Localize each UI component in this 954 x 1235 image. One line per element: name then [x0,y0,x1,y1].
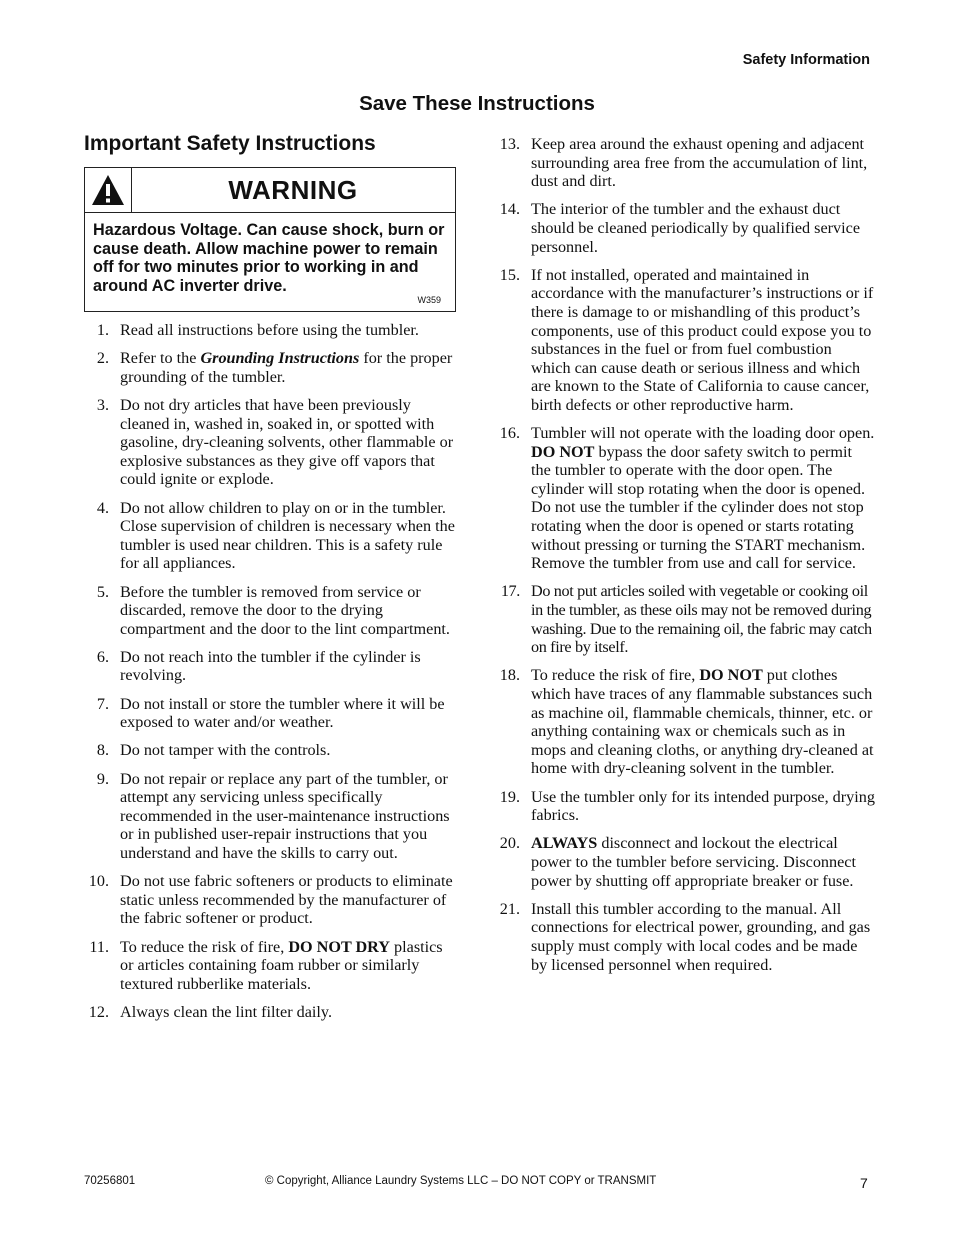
instruction-list-right [495,135,875,984]
instruction-text-part: bypass the door safety switch to permit the tumbler to operate with the door open. The cylinder will stop rotating when the door is opened. Do not use the tumbler if the cylinder does not stop rotating when the door is opened or starts rotating without pressing or turning the START mechanism. Remove the tumbler from use and call for service. [531,442,866,573]
instruction-number: 20. [499,834,520,853]
instruction-number: 9. [96,769,109,788]
instruction-item [495,135,875,191]
instruction-text: If not installed, operated and maintained in accordance with the manufacturer’s instructions or if there is damage to or mishandling of this product’s components, use of this product could expose you to substances in the fuel or from fuel combustion which can cause death or serious illness and which are known to the State of California to cause cancer, birth defects or other reproductive harm. [531,265,874,414]
instruction-item [495,834,875,890]
bold-emphasis: ALWAYS [531,834,598,853]
instruction-number: 7. [96,694,109,713]
instruction-number: 14. [499,200,520,219]
instruction-text [531,666,874,777]
warning-code: W359 [417,295,441,305]
instruction-item [84,938,460,994]
safety-instructions-heading: Important Safety Instructions [84,132,376,155]
instruction-item [495,582,875,656]
instruction-text: Do not reach into the tumbler if the cylinder is revolving. [120,647,421,685]
instruction-number: 16. [499,424,520,443]
instruction-text: Do not use fabric softeners or products to eliminate static unless recommended by the manufacturer of the fabric softener or product. [120,872,453,928]
instruction-list-left [84,321,460,1031]
instruction-number: 10. [88,872,109,891]
bold-emphasis: DO NOT [699,666,763,685]
instruction-item [84,396,460,489]
instruction-item [84,648,460,685]
instruction-item [84,770,460,863]
instruction-number: 1. [96,321,109,339]
instruction-text: Read all instructions before using the tumbler. [120,321,419,339]
warning-message: Hazardous Voltage. Can cause shock, burn or cause death. Allow machine power to remain off for two minutes prior to working in and around AC inverter drive. [93,221,445,295]
instruction-text-part: Refer to the [120,349,201,368]
instruction-number: 13. [499,135,520,153]
instruction-text-part: To reduce the risk of fire, [120,937,289,956]
instruction-item [495,666,875,778]
warning-triangle-icon [91,174,125,206]
instruction-text: Before the tumbler is removed from service or discarded, remove the door to the drying compartment and the door to the lint compartment. [120,582,450,638]
instruction-text-part: Tumbler will not operate with the loading door open. [531,424,875,443]
instruction-number: 15. [499,265,520,284]
instruction-text-part: To reduce the risk of fire, [531,666,700,685]
instruction-item [84,349,460,386]
copyright-notice: © Copyright, Alliance Laundry Systems LLC – DO NOT COPY or TRANSMIT [265,1175,657,1187]
page-number: 7 [860,1175,868,1191]
document-number: 70256801 [84,1175,136,1187]
instruction-number: 18. [499,666,520,685]
instruction-item [84,872,460,928]
instruction-item [495,266,875,415]
instruction-item [495,424,875,573]
instruction-text: Do not install or store the tumbler where it will be exposed to water and/or weather. [120,694,445,732]
instruction-number: 21. [499,899,520,918]
warning-title: WARNING [228,175,358,205]
instruction-item [84,695,460,732]
instruction-text-part: plastics or articles containing foam rubber or similarly textured rubberlike materials. [120,937,443,993]
instruction-item [84,321,460,340]
instruction-number: 8. [96,741,109,760]
warning-header [85,168,455,213]
instruction-number: 11. [89,937,109,956]
instruction-item [84,583,460,639]
instruction-number: 12. [88,1002,109,1021]
instruction-text: Use the tumbler only for its intended purpose, drying fabrics. [531,787,875,825]
instruction-number: 6. [96,647,109,666]
instruction-item [84,499,460,573]
bold-emphasis: DO NOT DRY [288,937,390,956]
instruction-item [495,200,875,256]
instruction-text: Do not allow children to play on or in the tumbler. Close supervision of children is necessary when the tumbler is used near children. This is a safety rule for all appliances. [120,498,455,573]
instruction-text: Keep area around the exhaust opening and adjacent surrounding area free from the accumulation of lint, dust and dirt. [531,135,868,191]
instruction-number: 5. [96,582,109,601]
instruction-item [495,788,875,825]
instruction-text: The interior of the tumbler and the exhaust duct should be cleaned periodically by qualified service personnel. [531,200,861,256]
instruction-item [495,900,875,974]
section-header: Safety Information [742,52,870,68]
instruction-text-part: put clothes which have traces of any flammable substances such as machine oil, flammable chemicals, thinner, etc. or anything containing wax or chemicals such as in mops and cleaning cloths, or anything dry-cleaned at home with dry-cleaning solvent in the tumbler. [531,666,874,778]
instruction-number: 3. [96,395,109,414]
instruction-text [120,349,452,386]
instruction-text [531,834,856,889]
instruction-text: Install this tumbler according to the manual. All connections for electrical power, grounding, and gas supply must comply with local codes and be made by licensed personnel when required. [531,899,871,974]
instruction-number: 4. [96,498,109,517]
instruction-text: Do not dry articles that have been previously cleaned in, washed in, soaked in, or spotted with gasoline, dry-cleaning solvents, other flammable or explosive substances as they give off vapors that could ignite or explode. [120,395,454,489]
warning-icon-cell [85,168,132,212]
emphasized-reference: Grounding Instructions [200,349,360,368]
instruction-text-part: disconnect and lockout the electrical power to the tumbler before servicing. Disconnect power by shutting off appropriate breaker or fuse. [531,834,856,890]
instruction-item [84,741,460,760]
instruction-item [84,1003,460,1022]
warning-box [84,167,456,312]
bold-emphasis: DO NOT [531,442,595,461]
instruction-text: Always clean the lint filter daily. [120,1002,333,1021]
instruction-number: 19. [499,787,520,806]
instruction-text: Do not tamper with the controls. [120,741,331,760]
instruction-text [120,938,443,993]
instruction-text-part: for the proper grounding of the tumbler. [120,349,453,386]
instruction-number: 2. [96,349,109,368]
save-instructions-title: Save These Instructions [359,92,595,115]
instruction-text: Do not put articles soiled with vegetable or cooking oil in the tumbler, as these oils may not be removed during washing. Due to the remaining oil, the fabric may catch on fire by itself. [531,582,872,657]
instruction-number: 17. [500,582,520,601]
instruction-text [531,424,874,572]
instruction-text: Do not repair or replace any part of the tumbler, or attempt any servicing unless specifically recommended in the user-maintenance instructions or in published user-repair instructions that you understand and have the skills to carry out. [120,769,450,862]
